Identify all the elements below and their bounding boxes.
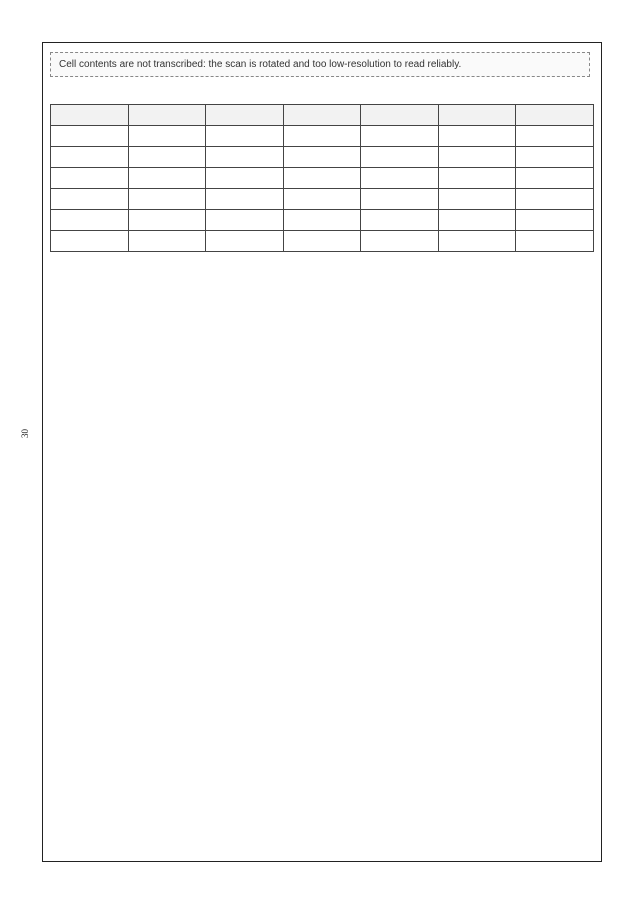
column-header: [438, 105, 516, 126]
table-cell: [128, 210, 206, 231]
table-cell: [51, 231, 129, 252]
column-header: [51, 105, 129, 126]
program-table: [50, 104, 594, 252]
table-cell: [283, 147, 361, 168]
table-cell: [51, 168, 129, 189]
table-row: [51, 168, 594, 189]
table-header-row: [51, 105, 594, 126]
table-cell: [51, 210, 129, 231]
table-cell: [283, 126, 361, 147]
table-row: [51, 126, 594, 147]
table-cell: [206, 231, 284, 252]
table-row: [51, 231, 594, 252]
column-header: [516, 105, 594, 126]
table-cell: [51, 189, 129, 210]
column-header: [283, 105, 361, 126]
table-row: [51, 210, 594, 231]
table-cell: [206, 210, 284, 231]
table-row: [51, 189, 594, 210]
table-cell: [361, 231, 439, 252]
table-cell: [283, 231, 361, 252]
table-cell: [361, 189, 439, 210]
table-cell: [438, 189, 516, 210]
table-cell: [128, 168, 206, 189]
column-header: [128, 105, 206, 126]
table-cell: [128, 126, 206, 147]
table-row: [51, 147, 594, 168]
table-cell: [51, 147, 129, 168]
table-cell: [516, 147, 594, 168]
transcription-note: Cell contents are not transcribed: the scan is rotated and too low-resolution to read reliably.: [50, 52, 590, 77]
table-cell: [283, 210, 361, 231]
table-cell: [283, 168, 361, 189]
table-cell: [361, 168, 439, 189]
table-cell: [438, 231, 516, 252]
table-cell: [438, 126, 516, 147]
table-cell: [438, 210, 516, 231]
table-cell: [438, 147, 516, 168]
table-cell: [438, 168, 516, 189]
table-cell: [206, 126, 284, 147]
table-cell: [361, 147, 439, 168]
table-cell: [206, 189, 284, 210]
table-cell: [128, 147, 206, 168]
table-cell: [206, 168, 284, 189]
column-header: [361, 105, 439, 126]
table-cell: [516, 231, 594, 252]
table-cell: [516, 126, 594, 147]
table-cell: [516, 189, 594, 210]
page-number: 30: [20, 429, 30, 438]
table-cell: [128, 231, 206, 252]
table-cell: [516, 168, 594, 189]
table-cell: [128, 189, 206, 210]
table-cell: [51, 126, 129, 147]
column-header: [206, 105, 284, 126]
table-cell: [516, 210, 594, 231]
table-cell: [283, 189, 361, 210]
table-cell: [206, 147, 284, 168]
table-cell: [361, 210, 439, 231]
table-body: [51, 126, 594, 252]
table-cell: [361, 126, 439, 147]
